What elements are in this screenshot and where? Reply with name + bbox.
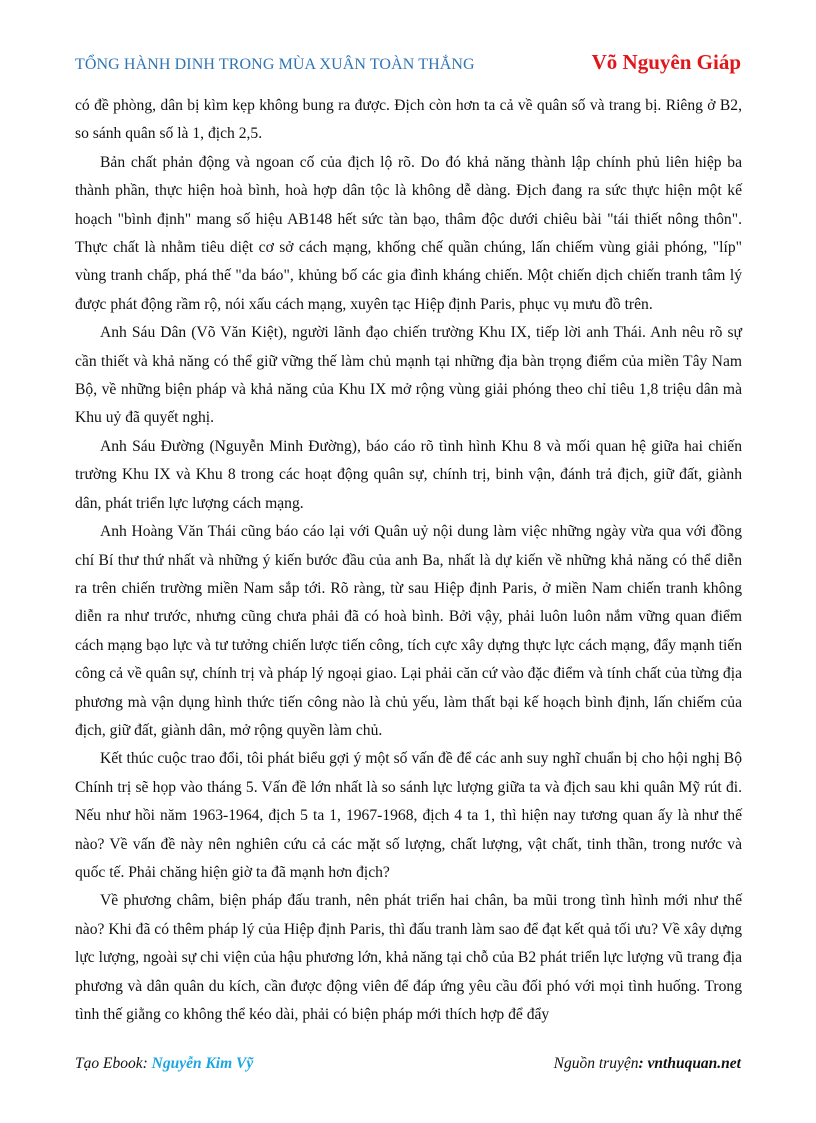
paragraph: Về phương châm, biện pháp đấu tranh, nên phát triển hai chân, ba mũi trong tình hình mới như thế nào? Khi đã có thêm pháp lý của Hiệp định Paris, thì đấu tranh làm sao để đạt kết quả tối ưu? Về xây dựng lực lượng, ngoài sự chi viện của hậu phương lớn, khả năng tại chỗ của B2 phát triển lực lượng vũ trang địa phương và dân quân du kích, cần được động viên để đáp ứng yêu cầu đối phó với mọi tình huống. Trong tình thế giằng co không thể kéo dài, phải có biện pháp mới thích hợp để đẩy [75,892,742,1023]
paragraph: Bản chất phản động và ngoan cố của địch lộ rõ. Do đó khả năng thành lập chính phủ liên hiệp ba thành phần, thực hiện hoà bình, hoà hợp dân tộc là không dễ dàng. Địch đang ra sức thực hiện một kế hoạch "bình định" mang số hiệu AB148 hết sức tàn bạo, thâm độc dưới chiêu bài "tái thiết nông thôn". Thực chất là nhằm tiêu diệt cơ sở cách mạng, khống chế quần chúng, lấn chiếm vùng giải phóng, "líp" vùng tranh chấp, phá thế "da báo", khủng bố các gia đình kháng chiến. Một chiến dịch chiến tranh tâm lý được phát động rầm rộ, nói xấu cách mạng, xuyên tạc Hiệp định Paris, phục vụ mưu đồ trên. [75,153,742,313]
ebook-credit: Tạo Ebook: Nguyễn Kim Vỹ [75,1055,254,1072]
page-header [75,50,741,76]
paragraph: Anh Sáu Đường (Nguyễn Minh Đường), báo cáo rõ tình hình Khu 8 và mối quan hệ giữa hai chiến trường Khu IX và Khu 8 trong các hoạt động quân sự, chính trị, binh vận, đánh trả địch, giữ đất, giành dân, phát triển lực lượng cách mạng. [75,437,742,512]
document-body [75,92,742,1029]
author-name: Võ Nguyên Giáp [591,50,741,74]
source-credit-label: Nguồn truyện [553,1055,639,1072]
paragraph: Kết thúc cuộc trao đổi, tôi phát biểu gợi ý một số vấn đề để các anh suy nghĩ chuẩn bị cho hội nghị Bộ Chính trị sẽ họp vào tháng 5. Vấn đề lớn nhất là so sánh lực lượng giữa ta và địch sau khi quân Mỹ rút đi. Nếu như hồi năm 1963-1964, địch 5 ta 1, 1967-1968, địch 4 ta 1, thì hiện nay tương quan ấy là như thế nào? Về vấn đề này nên nghiên cứu cả các mặt số lượng, chất lượng, vật chất, tinh thần, trong nước và quốc tế. Phải chăng hiện giờ ta đã mạnh hơn địch? [75,750,742,881]
page-footer [75,1055,741,1073]
source-site: vnthuquan.net [647,1055,741,1072]
source-credit: Nguồn truyện: vnthuquan.net [553,1055,741,1072]
running-title: TỔNG HÀNH DINH TRONG MÙA XUÂN TOÀN THẮNG [75,56,475,73]
paragraph: Anh Sáu Dân (Võ Văn Kiệt), người lãnh đạo chiến trường Khu IX, tiếp lời anh Thái. Anh nêu rõ sự cần thiết và khả năng có thể giữ vững thế làm chủ mạnh tại những địa bàn trọng điểm của miền Tây Nam Bộ, về những biện pháp và khả năng của Khu IX mở rộng vùng giải phóng theo chỉ tiêu 1,8 triệu dân mà Khu uỷ đã quyết nghị. [75,324,742,427]
ebook-creator-name: Nguyễn Kim Vỹ [151,1055,254,1072]
paragraph: Anh Hoàng Văn Thái cũng báo cáo lại với Quân uỷ nội dung làm việc những ngày vừa qua với đồng chí Bí thư thứ nhất và những ý kiến bước đầu của anh Ba, nhất là dự kiến về những khả năng có thể diễn ra trên chiến trường miền Nam sắp tới. Rõ ràng, từ sau Hiệp định Paris, ở miền Nam chiến tranh không diễn ra như trước, nhưng cũng chưa phải đã có hoà bình. Bởi vậy, phải luôn luôn nắm vững quan điểm cách mạng bạo lực và tư tưởng chiến lược tiến công, tích cực xây dựng thực lực cách mạng, đẩy mạnh tiến công cả về quân sự, chính trị và pháp lý ngoại giao. Lại phải căn cứ vào đặc điểm và tính chất của từng địa phương mà vận dụng hình thức tiến công nào là chủ yếu, làm thất bại kế hoạch bình định, lấn chiếm của địch, giữ đất, giành dân, mở rộng quyền làm chủ. [75,523,742,739]
paragraph: có đề phòng, dân bị kìm kẹp không bung ra được. Địch còn hơn ta cả về quân số và trang bị. Riêng ở B2, so sánh quân số là 1, địch 2,5. [75,97,742,143]
ebook-credit-label: Tạo Ebook [75,1055,143,1072]
